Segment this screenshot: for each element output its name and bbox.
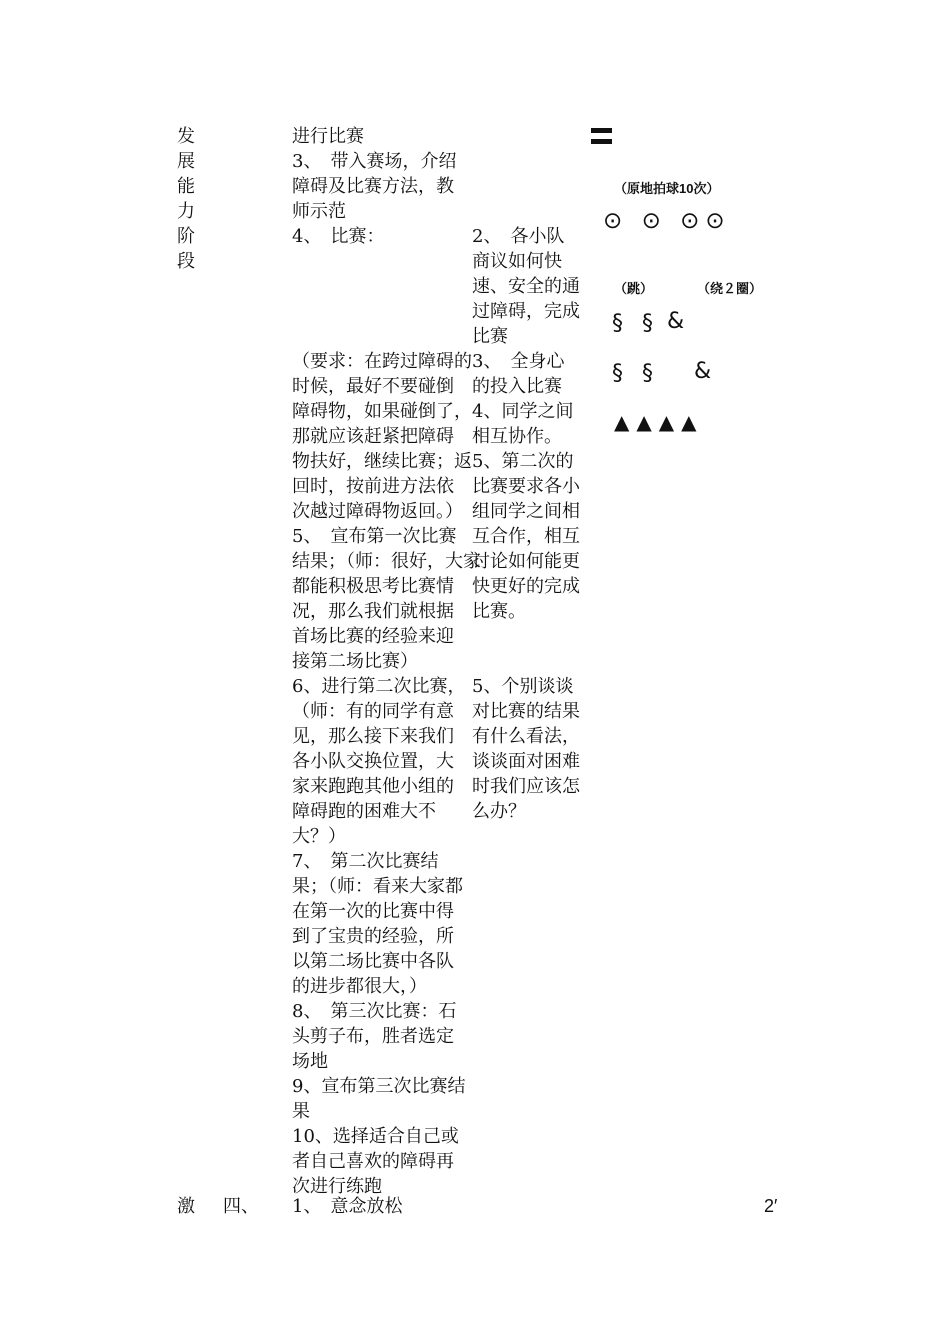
teacher-text-line: 首场比赛的经验来迎 [292, 626, 454, 647]
next-stage-char: 激 [177, 1196, 195, 1217]
relax-item: 1、 意念放松 [292, 1196, 403, 1217]
teacher-text-line: 7、 第二次比赛结 [292, 851, 439, 872]
teacher-text-line: 时候，最好不要碰倒 [292, 376, 454, 397]
teacher-text-line: 师示范 [292, 201, 346, 222]
teacher-activities [292, 124, 481, 1199]
pat-ball-label: （原地拍球10次） [614, 181, 720, 196]
student-text-line: 讨论如何能更 [472, 551, 580, 572]
teacher-text-line: 况，那么我们就根据 [292, 601, 454, 622]
teacher-text-line: 结果；（师：很好，大家 [292, 551, 481, 572]
teacher-text-line: 进行比赛 [292, 126, 364, 147]
teacher-text-line: （师：有的同学有意 [292, 701, 454, 722]
teacher-text-line: 障碍跑的困难大不 [292, 801, 436, 822]
teacher-text-line: 的进步都很大，） [292, 976, 427, 997]
teacher-text-line: 场地 [292, 1051, 328, 1072]
teacher-text-line: 次越过障碍物返回。） [292, 501, 463, 522]
teacher-text-line: 8、 第三次比赛：石 [292, 1001, 457, 1022]
student-text-line: 的投入比赛 [472, 376, 562, 397]
student-text-line: 2、 各小队 [472, 226, 565, 247]
teacher-text-line: 5、 宣布第一次比赛 [292, 526, 457, 547]
stage-char: 力 [177, 201, 195, 222]
jump-label: （跳） [614, 281, 654, 296]
teacher-text-line: （要求：在跨过障碍的 [292, 351, 472, 372]
teacher-text-line: 物扶好，继续比赛；返 [292, 451, 472, 472]
teacher-text-line: 各小队交换位置，大 [292, 751, 454, 772]
ampersand-marker-icon: & [694, 359, 718, 384]
section-markers-icon: § § [612, 311, 659, 336]
equals-icon [591, 139, 612, 144]
triangle-markers-icon: ▲▲▲▲ [614, 410, 704, 434]
student-text-line: 相互协作。 [472, 426, 562, 447]
teacher-text-line: 10、选择适合自己或 [292, 1126, 459, 1147]
teacher-text-line [292, 299, 474, 324]
teacher-text-line: 到了宝贵的经验，所 [292, 926, 454, 947]
teacher-text-line [292, 324, 474, 349]
student-text-line [472, 624, 592, 649]
teacher-text-line: 者自己喜欢的障碍再 [292, 1151, 454, 1172]
student-text-line: 对比赛的结果 [472, 701, 580, 722]
student-text-line: 商议如何快 [472, 251, 562, 272]
student-text-line: 5、第二次的 [472, 451, 574, 472]
teacher-text-line: 见，那么接下来我们 [292, 726, 454, 747]
teacher-text-line: 回时，按前进方法依 [292, 476, 454, 497]
teacher-text-line: 4、 比赛： [292, 226, 385, 247]
teacher-text-line: 果 [292, 1101, 310, 1122]
equals-icon [591, 128, 612, 133]
part-number: 四、 [223, 1196, 259, 1217]
stage-char: 阶 [177, 226, 195, 247]
teacher-text-line [292, 274, 474, 299]
time-value: 2′ [764, 1196, 778, 1216]
student-text-line: 时我们应该怎 [472, 776, 580, 797]
student-text-line: 5、个别谈谈 [472, 676, 574, 697]
student-text-line: 4、同学之间 [472, 401, 574, 422]
student-text-line: 组同学之间相 [472, 501, 580, 522]
student-text-line [472, 649, 592, 674]
stage-label [177, 124, 203, 274]
teacher-text-line: 次进行练跑 [292, 1176, 382, 1197]
teacher-text-line: 大？） [292, 826, 346, 847]
teacher-text-line: 在第一次的比赛中得 [292, 901, 454, 922]
student-text-line: 么办？ [472, 801, 526, 822]
teacher-text-line: 都能积极思考比赛情 [292, 576, 454, 597]
student-text-line: 谈谈面对困难 [472, 751, 580, 772]
teacher-text-line: 9、宣布第三次比赛结 [292, 1076, 466, 1097]
section-markers-icon: § § [612, 361, 659, 386]
teacher-text-line: 6、进行第二次比赛， [292, 676, 466, 697]
student-text-line: 比赛。 [472, 601, 526, 622]
teacher-text-line: 3、 带入赛场，介绍 [292, 151, 457, 172]
teacher-text-line: 果；（师：看来大家都 [292, 876, 463, 897]
student-text-line: 有什么看法， [472, 726, 580, 747]
teacher-text-line: 接第二场比赛） [292, 651, 418, 672]
student-text-line: 速、安全的通 [472, 276, 580, 297]
student-text-line: 过障碍，完成 [472, 301, 580, 322]
stage-char: 展 [177, 151, 195, 172]
student-text-line: 快更好的完成 [472, 576, 580, 597]
teacher-text-line: 家来跑跑其他小组的 [292, 776, 454, 797]
teacher-text-line: 那就应该赶紧把障碍 [292, 426, 454, 447]
student-activities [472, 224, 592, 824]
student-text-line: 比赛 [472, 326, 508, 347]
student-text-line: 比赛要求各小 [472, 476, 580, 497]
stage-char: 能 [177, 176, 195, 197]
around-label: （绕２圈） [697, 281, 763, 296]
teacher-text-line: 障碍物，如果碰倒了， [292, 401, 472, 422]
stage-char: 段 [177, 251, 195, 272]
ampersand-marker-icon: & [667, 309, 691, 334]
stage-char: 发 [177, 126, 195, 147]
teacher-text-line: 障碍及比赛方法，教 [292, 176, 454, 197]
teacher-text-line [292, 249, 474, 274]
teacher-text-line: 以第二场比赛中各队 [292, 951, 454, 972]
student-text-line: 3、 全身心 [472, 351, 565, 372]
circle-markers-icon: ⊙ ⊙ ⊙⊙ [603, 208, 731, 234]
teacher-text-line: 头剪子布，胜者选定 [292, 1026, 454, 1047]
student-text-line: 互合作，相互 [472, 526, 580, 547]
